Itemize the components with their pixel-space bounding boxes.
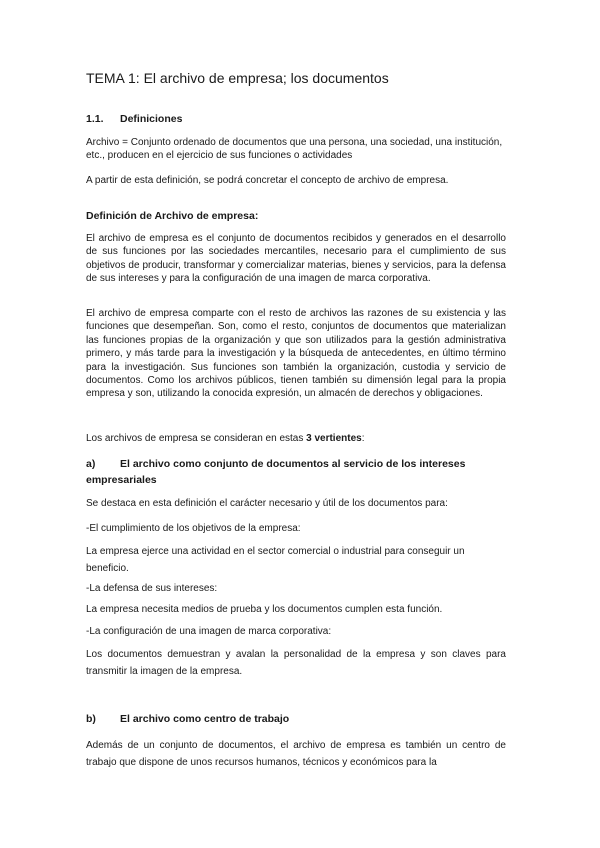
section-number: 1.1.	[86, 113, 104, 125]
section-label: El archivo como conjunto de documentos al servicio de los intereses empresariales	[86, 458, 466, 486]
section-label: Definiciones	[120, 113, 183, 125]
destaca-text: Se destaca en esta definición el carácter necesario y útil de los documentos para:	[86, 498, 448, 509]
list-item-objetivos: -El cumplimiento de los objetivos de la empresa:	[86, 523, 301, 534]
section-a-heading	[86, 457, 506, 488]
paragraph-shared-functions: El archivo de empresa comparte con el resto de archivos las razones de su existencia y las funciones que desempeñan. Son, como el resto, conjuntos de documentos que materializan las funciones propias de la organización y que son utilizados para la gestión administrativa primero, y más tarde para la investigación y la búsqueda de antecedentes, en último término para la investigación. Sus funciones son también la organización, custodia y servicio de documentos. Como los archivos públicos, tienen también su dimensión legal para la propia empresa y son, utilizando la conocida expresión, un almacén de derechos y obligaciones.	[86, 308, 506, 400]
vertientes-intro: Los archivos de empresa se consideran en estas 3 vertientes:	[86, 433, 365, 444]
section-number: a)	[86, 458, 96, 470]
page-title: TEMA 1: El archivo de empresa; los documentos	[86, 70, 389, 86]
section-b-text: Además de un conjunto de documentos, el archivo de empresa es también un centro de trabajo que dispone de unos recursos humanos, técnicos y económicos para la	[86, 740, 506, 769]
definition-intro: A partir de esta definición, se podrá concretar el concepto de archivo de empresa.	[86, 175, 449, 186]
list-item-defensa-text: La empresa necesita medios de prueba y los documentos cumplen esta función.	[86, 604, 443, 615]
list-item-objetivos-text: La empresa ejerce una actividad en el sector comercial o industrial para conseguir un beneficio.	[86, 546, 465, 575]
vertientes-count: 3 vertientes	[306, 433, 362, 444]
definition-archivo: Archivo = Conjunto ordenado de documentos que una persona, una sociedad, una institución, etc., producen en el ejercicio de sus funciones o actividades	[86, 137, 503, 162]
paragraph-definition: El archivo de empresa es el conjunto de documentos recibidos y generados en el desarrollo de sus funciones por las sociedades mercantiles, necesario para el cumplimiento de sus objetivos de producir, transformar y comercializar materias, bienes y servicios, para la defensa de sus intereses y para la configuración de una imagen de marca corporativa.	[86, 233, 506, 285]
definition-heading: Definición de Archivo de empresa:	[86, 210, 259, 222]
section-label: El archivo como centro de trabajo	[120, 713, 290, 725]
section-1-1-heading	[86, 113, 506, 125]
section-b-heading	[86, 713, 506, 725]
list-item-imagen-text: Los documentos demuestran y avalan la personalidad de la empresa y son claves para transmitir la imagen de la empresa.	[86, 649, 506, 678]
list-item-defensa: -La defensa de sus intereses:	[86, 583, 218, 594]
section-number: b)	[86, 713, 96, 725]
list-item-imagen: -La configuración de una imagen de marca corporativa:	[86, 626, 332, 637]
